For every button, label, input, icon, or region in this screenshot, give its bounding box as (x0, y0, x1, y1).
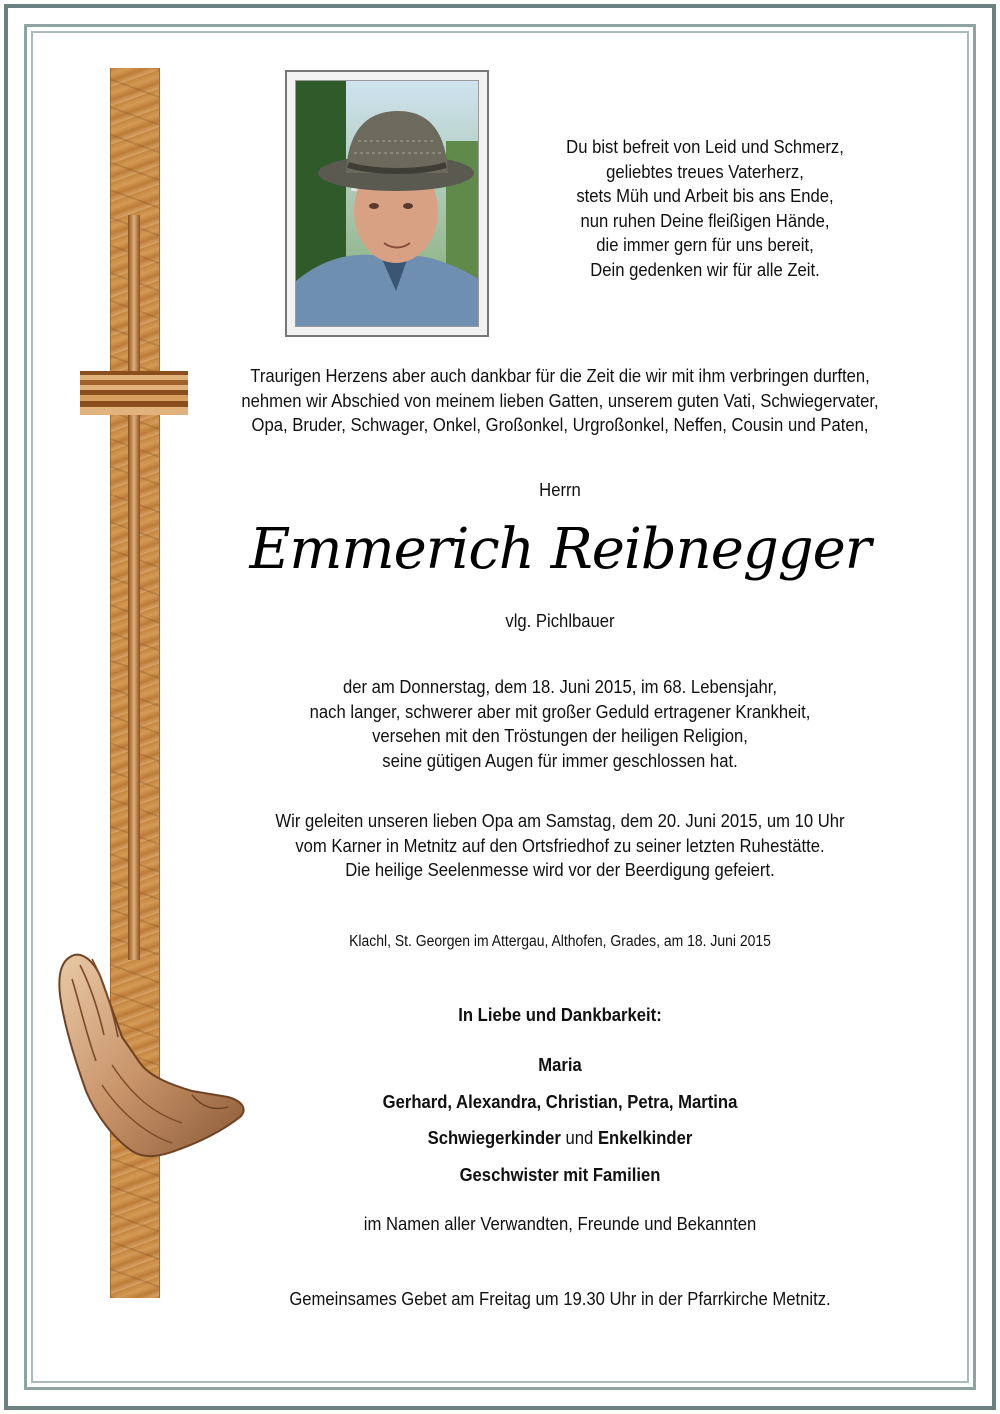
poem-line: die immer gern für uns bereit, (596, 234, 814, 255)
funeral-line: Die heilige Seelenmesse wird vor der Beerdigung gefeiert. (345, 859, 775, 880)
mourner-children: Gerhard, Alexandra, Christian, Petra, Martina (382, 1091, 738, 1112)
funeral-line: Wir geleiten unseren lieben Opa am Samstag, dem 20. Juni 2015, um 10 Uhr (275, 810, 845, 831)
cross-groove (128, 215, 140, 960)
intro-paragraph (227, 364, 893, 438)
mourners-heading: In Liebe und Dankbarkeit: (458, 1004, 662, 1025)
poem-line: Dein gedenken wir für alle Zeit. (590, 258, 820, 280)
portrait-photo (295, 80, 479, 327)
death-line: der am Donnerstag, dem 18. Juni 2015, im 68. Lebensjahr, (342, 676, 778, 697)
deceased-name: Emmerich Reibnegger (249, 517, 871, 582)
poem-line: geliebtes treues Vaterherz, (606, 160, 804, 182)
deceased-alias: vlg. Pichlbauer (505, 610, 615, 631)
praying-hands-icon (52, 945, 250, 1165)
funeral-line: vom Karner in Metnitz auf den Ortsfriedhof zu seiner letzten Ruhestätte. (295, 834, 825, 856)
poem-line: Du bist befreit von Leid und Schmerz, (566, 136, 844, 157)
death-line: nach langer, schwerer aber mit großer Geduld ertragener Krankheit, (309, 700, 811, 722)
portrait-photo-frame (285, 70, 489, 337)
salutation: Herrn (539, 479, 581, 500)
mourner-siblings: Geschwister mit Familien (459, 1164, 661, 1185)
poem (539, 135, 872, 282)
intro-line: nehmen wir Abschied von meinem lieben Gatten, unserem guten Vati, Schwiegervater, (241, 389, 879, 411)
mourner-grandchildren: Enkelkinder (597, 1127, 693, 1148)
intro-line: Traurigen Herzens aber auch dankbar für die Zeit die wir mit ihm verbringen durften, (250, 365, 870, 386)
funeral-paragraph (227, 809, 893, 883)
death-line: versehen mit den Tröstungen der heiligen Religion, (372, 725, 748, 746)
cross-crossbar (80, 371, 188, 415)
mourner-conjunction: und (565, 1127, 594, 1148)
prayer-notice: Gemeinsames Gebet am Freitag um 19.30 Uhr in der Pfarrkirche Metnitz. (289, 1288, 831, 1309)
death-paragraph (254, 675, 866, 773)
mourner-spouse: Maria (538, 1054, 582, 1075)
poem-line: nun ruhen Deine fleißigen Hände, (580, 209, 830, 231)
intro-line: Opa, Bruder, Schwager, Onkel, Großonkel, Urgroßonkel, Neffen, Cousin und Paten, (251, 414, 869, 435)
mourner-inlaws-grandchildren (254, 1126, 866, 1151)
mourner-relatives: im Namen aller Verwandten, Freunde und Bekannten (363, 1213, 757, 1234)
place-and-date: Klachl, St. Georgen im Attergau, Althofen, Grades, am 18. Juni 2015 (349, 933, 771, 950)
death-line: seine gütigen Augen für immer geschlossen hat. (382, 749, 738, 771)
mourner-inlaws: Schwiegerkinder (427, 1127, 561, 1148)
poem-line: stets Müh und Arbeit bis ans Ende, (576, 185, 834, 206)
